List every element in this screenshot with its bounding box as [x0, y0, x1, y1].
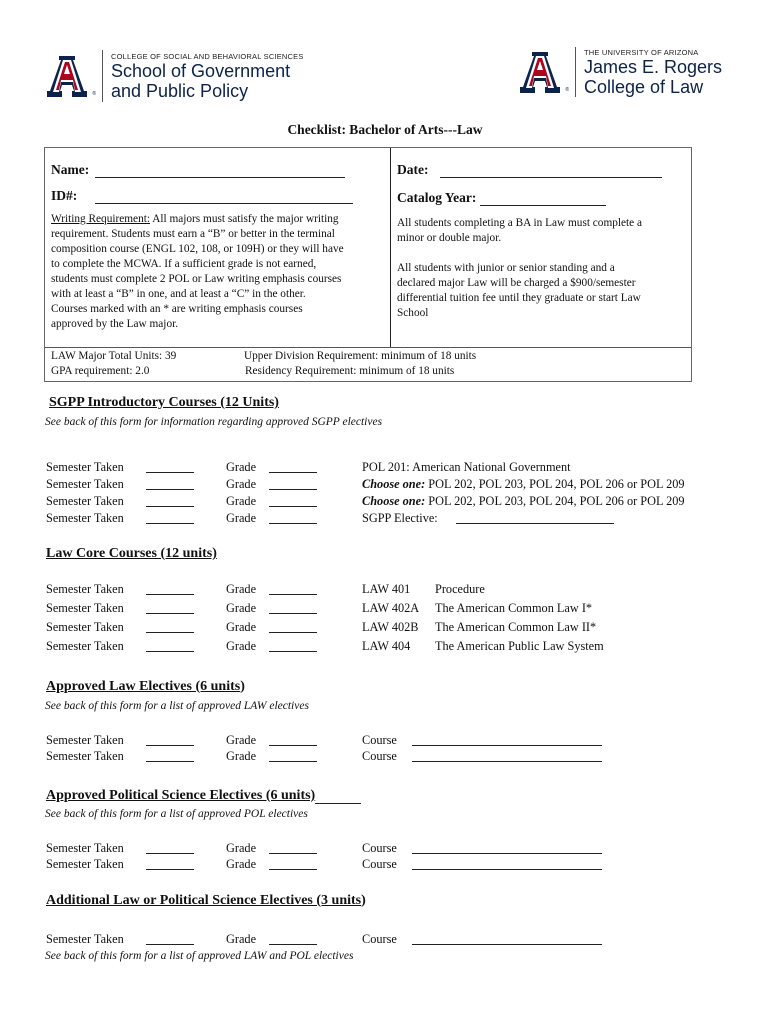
sgpp-logo: [44, 48, 304, 104]
semester-input-line[interactable]: [146, 857, 194, 870]
additional-electives-heading-text: Additional Law or Political Science Electives (3 units: [46, 893, 362, 908]
semester-label: Semester Taken: [46, 582, 124, 596]
logo-divider: [102, 50, 103, 102]
semester-input-line[interactable]: [146, 460, 194, 473]
grade-input-line[interactable]: [269, 582, 317, 595]
note-line: differential tuition fee until they graduate or start Law: [397, 292, 641, 304]
note-line: declared major Law will be charged a $900/semester: [397, 277, 636, 289]
note-line: School: [397, 307, 429, 319]
course-title: The American Common Law I*: [435, 601, 593, 615]
grade-label: Grade: [226, 932, 257, 946]
heading-paren: ): [361, 893, 366, 908]
catalog-year-input-line[interactable]: [480, 191, 606, 206]
heading-trailing-underline: [315, 789, 361, 804]
university-a-logo-icon: ®: [44, 53, 90, 99]
law-electives-heading-text: Approved Law Electives (6 units: [46, 679, 241, 694]
residency-requirement: Residency Requirement: minimum of 18 units: [245, 365, 455, 377]
course-title: Procedure: [435, 582, 485, 596]
grade-label: Grade: [226, 511, 257, 525]
course-label: Course: [362, 749, 397, 763]
course-label: Course: [362, 857, 397, 871]
university-name: THE UNIVERSITY OF ARIZONA: [584, 47, 699, 57]
semester-label: Semester Taken: [46, 639, 124, 653]
gpa-requirement: GPA requirement: 2.0: [51, 365, 150, 377]
course-choice: [362, 494, 685, 509]
document-title: Checklist: Bachelor of Arts---Law: [287, 122, 483, 137]
name-input-line[interactable]: [95, 163, 345, 178]
writing-requirement: [51, 212, 387, 332]
course-options: POL 202, POL 203, POL 204, POL 206 or POL 209: [425, 494, 685, 508]
course-code: LAW 402A: [362, 601, 420, 615]
course-code: LAW 404: [362, 639, 411, 653]
course-input-line[interactable]: [412, 932, 602, 945]
grade-label: Grade: [226, 460, 257, 474]
note-line: All students with junior or senior standing and a: [397, 262, 615, 274]
grade-input-line[interactable]: [269, 477, 317, 490]
grade-input-line[interactable]: [269, 639, 317, 652]
semester-input-line[interactable]: [146, 620, 194, 633]
semester-label: Semester Taken: [46, 857, 124, 871]
catalog-year-label: Catalog Year:: [397, 190, 477, 205]
course-title: The American Public Law System: [435, 639, 604, 653]
note-line: All students completing a BA in Law must complete a: [397, 217, 643, 229]
tuition-fee-note: [397, 261, 687, 321]
semester-label: Semester Taken: [46, 477, 124, 491]
grade-label: Grade: [226, 639, 257, 653]
pol-electives-heading-text: Approved Political Science Electives (6 units): [46, 788, 316, 803]
total-units: LAW Major Total Units: 39: [51, 350, 177, 362]
writing-req-line: Courses marked with an * are writing emphasis courses: [51, 303, 303, 315]
writing-req-line: students must complete 2 POL or Law writing emphasis courses: [51, 273, 342, 285]
law-college-logo: [517, 44, 722, 100]
law-college-line2: College of Law: [584, 76, 704, 97]
law-electives-section-heading: [46, 679, 245, 695]
writing-req-line: approved by the Law major.: [51, 318, 179, 330]
course-choice: [362, 477, 685, 492]
semester-input-line[interactable]: [146, 639, 194, 652]
semester-label: Semester Taken: [46, 620, 124, 634]
course-label: Course: [362, 733, 397, 747]
grade-input-line[interactable]: [269, 841, 317, 854]
logo-divider: [575, 47, 576, 97]
course-input-line[interactable]: [412, 841, 602, 854]
additional-electives-section-heading: [46, 893, 366, 909]
grade-label: Grade: [226, 841, 257, 855]
course-code: LAW 402B: [362, 620, 419, 634]
school-name-line1: School of Government: [111, 60, 291, 81]
semester-label: Semester Taken: [46, 511, 124, 525]
writing-requirement-heading: Writing Requirement:: [51, 213, 150, 225]
course-title: The American Common Law II*: [435, 620, 597, 634]
date-field: [397, 162, 662, 178]
grade-label: Grade: [226, 857, 257, 871]
date-label: Date:: [397, 162, 429, 177]
additional-electives-note: See back of this form for a list of approved LAW and POL electives: [45, 950, 354, 962]
school-name-line2: and Public Policy: [111, 80, 249, 101]
choose-one-label: Choose one:: [362, 494, 426, 508]
semester-input-line[interactable]: [146, 733, 194, 746]
id-label: ID#:: [51, 188, 78, 203]
grade-input-line[interactable]: [269, 620, 317, 633]
semester-label: Semester Taken: [46, 601, 124, 615]
catalog-year-field: [397, 190, 606, 206]
course-input-line[interactable]: [412, 857, 602, 870]
info-box-divider: [390, 148, 391, 348]
writing-req-line: to complete the MCWA. If a sufficient grade is not earned,: [51, 258, 317, 270]
semester-input-line[interactable]: [146, 582, 194, 595]
grade-label: Grade: [226, 601, 257, 615]
course-options: POL 202, POL 203, POL 204, POL 206 or POL 209: [425, 477, 685, 491]
pol-electives-section-heading: [46, 788, 361, 804]
pol-electives-note: See back of this form for a list of approved POL electives: [45, 808, 308, 820]
course-code: LAW 401: [362, 582, 411, 596]
writing-req-line: composition course (ENGL 102, 108, or 109H) or they will have: [51, 243, 344, 255]
name-label: Name:: [51, 162, 90, 177]
grade-input-line[interactable]: [269, 511, 317, 524]
semester-input-line[interactable]: [146, 494, 194, 507]
semester-input-line[interactable]: [146, 511, 194, 524]
minor-requirement-note: [397, 216, 687, 246]
course-text: POL 201: American National Government: [362, 460, 571, 474]
semester-label: Semester Taken: [46, 841, 124, 855]
note-line: minor or double major.: [397, 232, 502, 244]
college-name: COLLEGE OF SOCIAL AND BEHAVIORAL SCIENCES: [111, 51, 304, 61]
sgpp-elective-input-line[interactable]: [456, 511, 614, 524]
name-field: [51, 162, 345, 178]
info-box-divider: [45, 347, 691, 348]
course-input-line[interactable]: [412, 749, 602, 762]
grade-input-line[interactable]: [269, 460, 317, 473]
university-a-logo-icon: ®: [517, 49, 563, 95]
upper-division-requirement: Upper Division Requirement: minimum of 18 units: [244, 350, 477, 362]
semester-input-line[interactable]: [146, 477, 194, 490]
law-college-line1: James E. Rogers: [584, 56, 723, 77]
course-input-line[interactable]: [412, 733, 602, 746]
writing-req-line: All majors must satisfy the major writing: [150, 213, 339, 225]
sgpp-elective-label: SGPP Elective:: [362, 511, 438, 525]
grade-label: Grade: [226, 494, 257, 508]
writing-req-line: with at least a “B” in one, and at least a “C” in the other.: [51, 288, 306, 300]
semester-label: Semester Taken: [46, 460, 124, 474]
grade-input-line[interactable]: [269, 749, 317, 762]
semester-label: Semester Taken: [46, 733, 124, 747]
choose-one-label: Choose one:: [362, 477, 426, 491]
grade-label: Grade: [226, 733, 257, 747]
semester-input-line[interactable]: [146, 932, 194, 945]
semester-input-line[interactable]: [146, 841, 194, 854]
semester-label: Semester Taken: [46, 749, 124, 763]
course-label: Course: [362, 841, 397, 855]
id-input-line[interactable]: [95, 189, 353, 204]
heading-paren: ): [240, 679, 245, 694]
student-info-box: [44, 147, 692, 382]
semester-label: Semester Taken: [46, 494, 124, 508]
id-field: [51, 188, 353, 204]
sgpp-section-note: See back of this form for information regarding approved SGPP electives: [45, 416, 383, 428]
writing-req-line: requirement. Students must earn a “B” or better in the terminal: [51, 228, 335, 240]
grade-label: Grade: [226, 620, 257, 634]
law-core-section-heading: Law Core Courses (12 units): [46, 546, 217, 561]
semester-label: Semester Taken: [46, 932, 124, 946]
grade-input-line[interactable]: [269, 857, 317, 870]
grade-input-line[interactable]: [269, 733, 317, 746]
grade-label: Grade: [226, 582, 257, 596]
grade-input-line[interactable]: [269, 494, 317, 507]
semester-input-line[interactable]: [146, 601, 194, 614]
sgpp-section-heading: SGPP Introductory Courses (12 Units): [49, 395, 279, 410]
grade-label: Grade: [226, 477, 257, 491]
grade-label: Grade: [226, 749, 257, 763]
grade-input-line[interactable]: [269, 601, 317, 614]
course-label: Course: [362, 932, 397, 946]
date-input-line[interactable]: [440, 163, 662, 178]
law-electives-note: See back of this form for a list of approved LAW electives: [45, 700, 309, 712]
semester-input-line[interactable]: [146, 749, 194, 762]
grade-input-line[interactable]: [269, 932, 317, 945]
